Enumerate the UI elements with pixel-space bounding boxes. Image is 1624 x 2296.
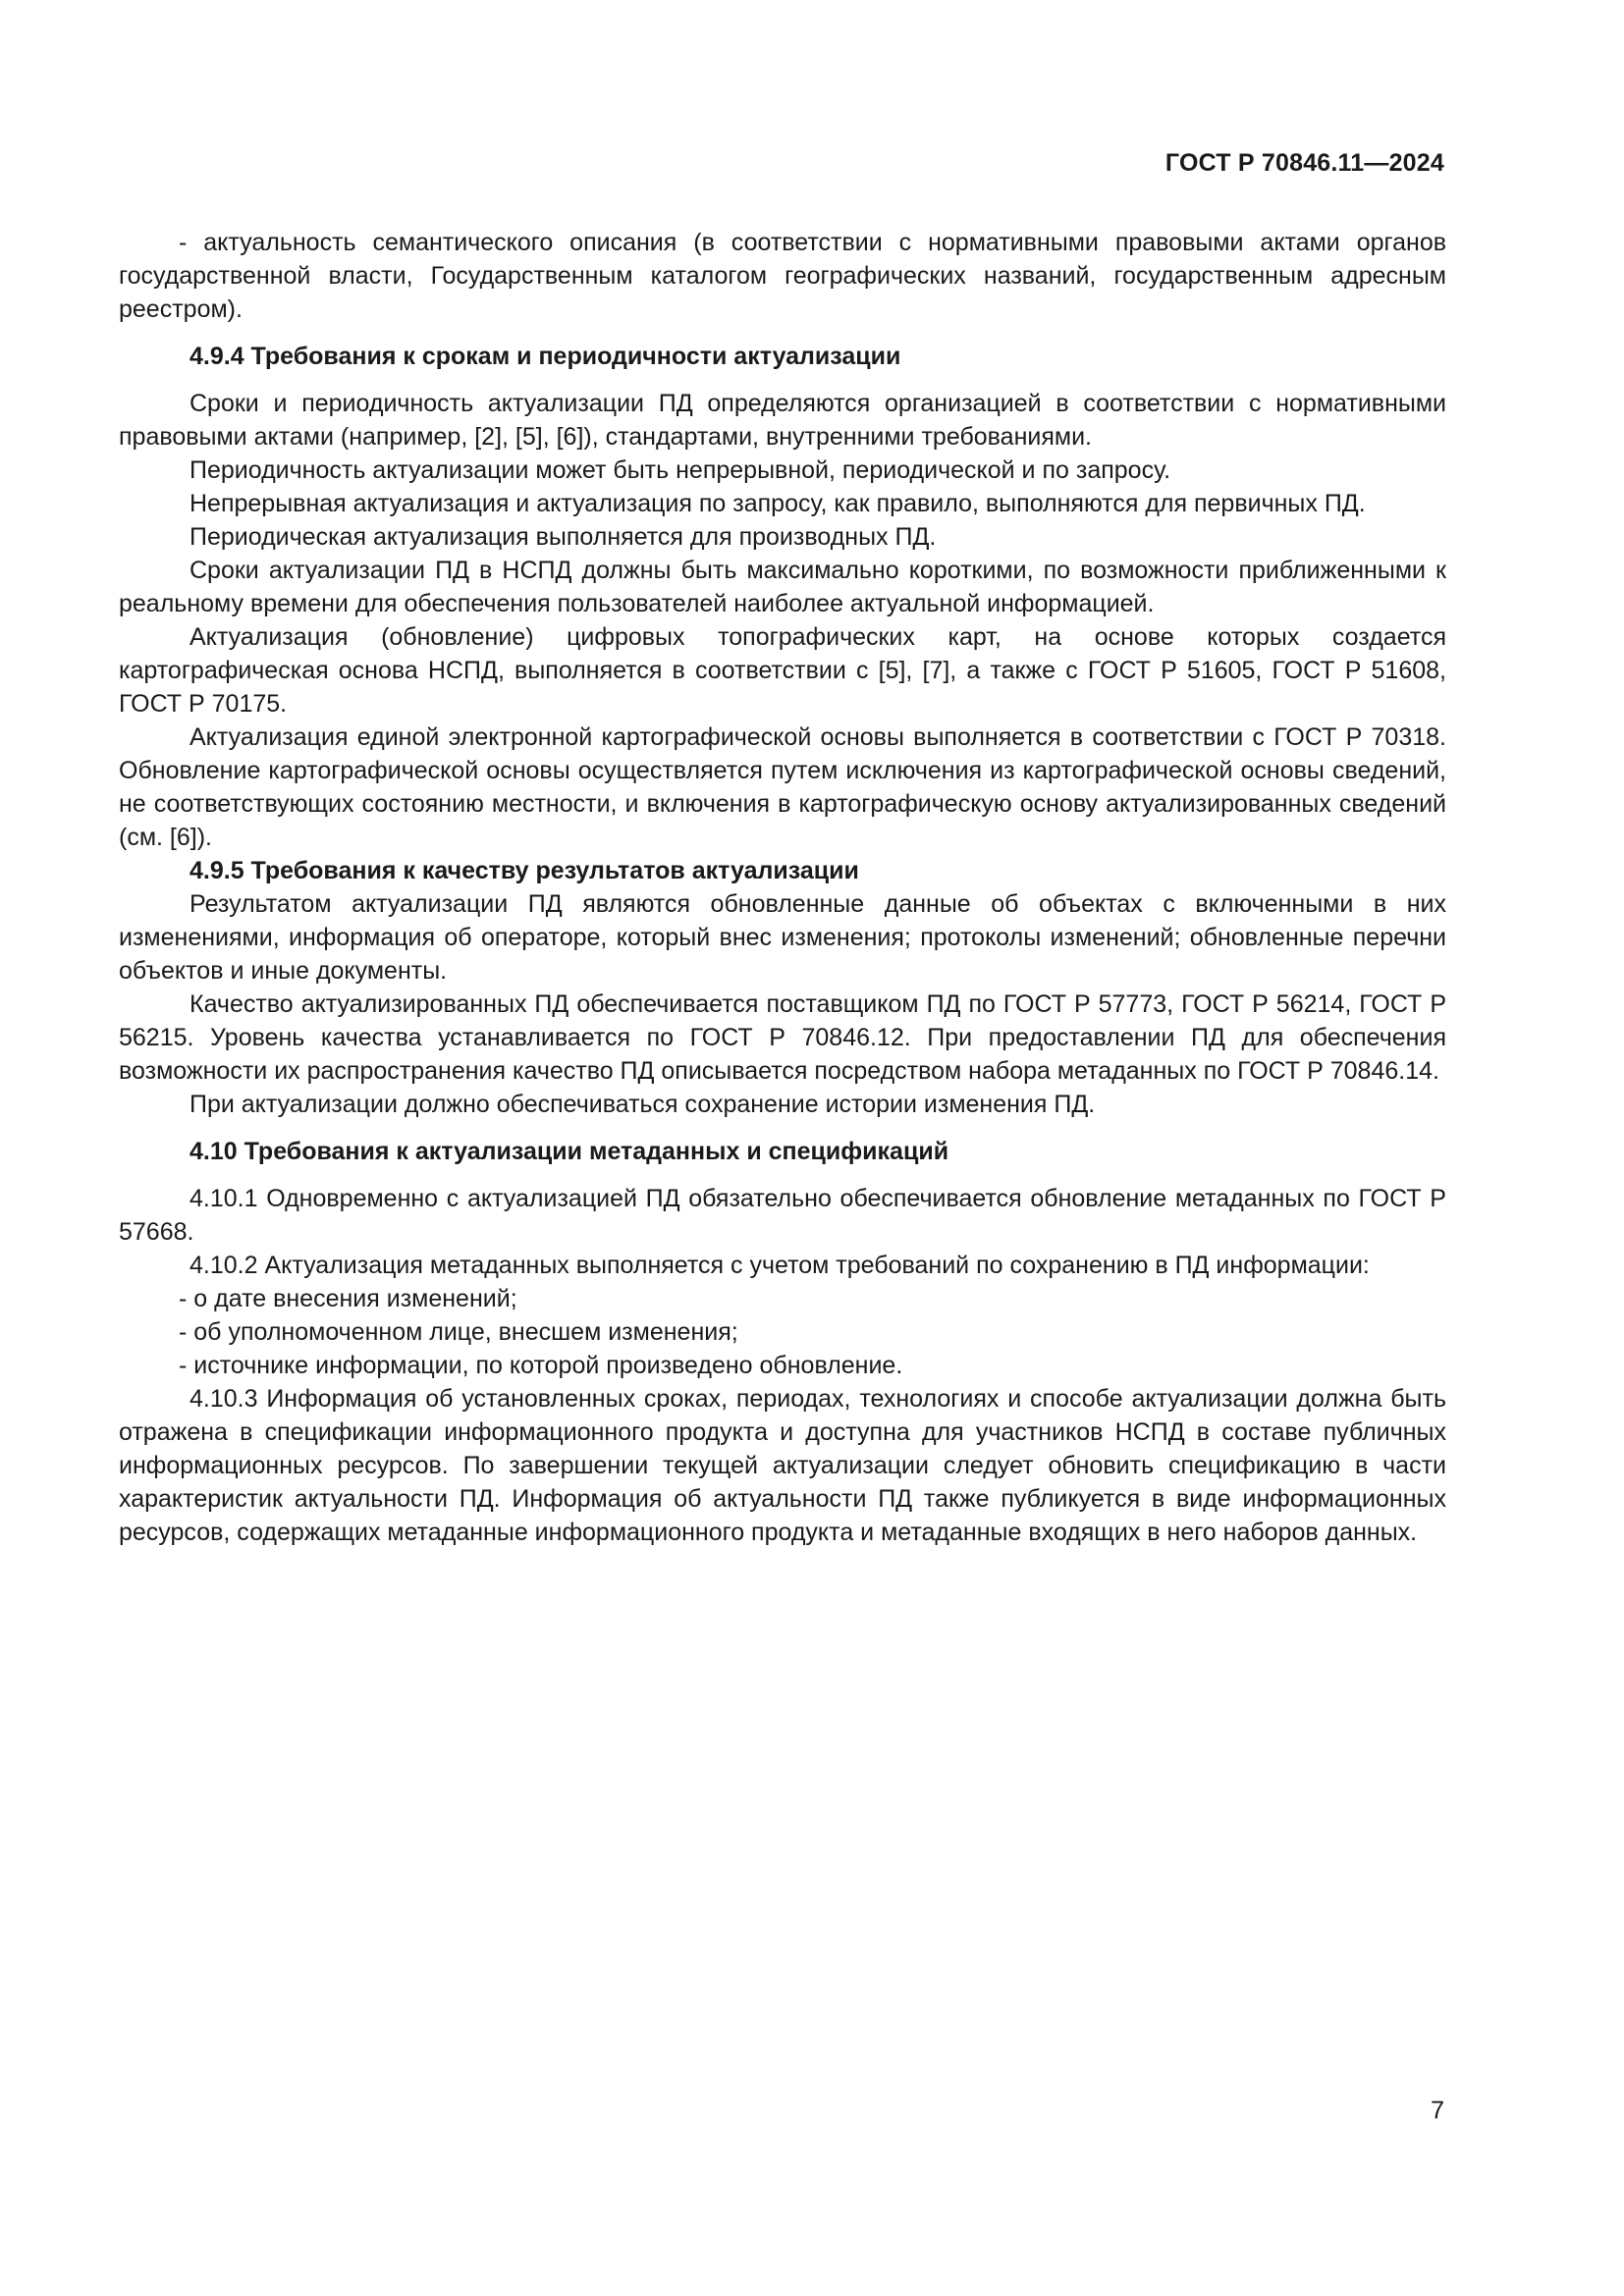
paragraph: При актуализации должно обеспечиваться сохранение истории изменения ПД.	[189, 1091, 1096, 1118]
paragraph: 4.10.2 Актуализация метаданных выполняется с учетом требований по сохранению в ПД информации:	[189, 1252, 1370, 1279]
paragraph: Периодичность актуализации может быть непрерывной, периодической и по запросу.	[189, 456, 1171, 484]
section-heading-4-9-4: 4.9.4 Требования к срокам и периодичности актуализации	[189, 343, 901, 370]
paragraph: Сроки и периодичность актуализации ПД определяются организацией в соответствии с нормативными правовыми актами (например, [2], [5], [6]), стандартами, внутренними требованиями.	[119, 390, 1446, 451]
page-number: 7	[1431, 2097, 1444, 2124]
paragraph: Результатом актуализации ПД являются обновленные данные об объектах с включенными в них изменениями, информация об операторе, который внес изменения; протоколы изменений; обновленные перечни объектов и иные документы.	[119, 890, 1446, 985]
page-content	[119, 226, 1446, 1549]
paragraph: Актуализация (обновление) цифровых топографических карт, на основе которых создается картографическая основа НСПД, выполняется в соответствии с [5], [7], а также с ГОСТ Р 51605, ГОСТ Р 51608, ГОСТ Р 70175.	[119, 623, 1446, 718]
section-heading-4-9-5: 4.9.5 Требования к качеству результатов актуализации	[189, 857, 859, 884]
list-item-semantic-relevance: - актуальность семантического описания (в соответствии с нормативными правовыми актами органов государственной власти, Государственным каталогом географических названий, государственным адресным реестром).	[119, 229, 1446, 323]
paragraph: 4.10.3 Информация об установленных сроках, периодах, технологиях и способе актуализации должна быть отражена в спецификации информационного продукта и доступна для участников НСПД в составе публичных информационных ресурсов. По завершении текущей актуализации следует обновить спецификацию в части характеристик актуальности ПД. Информация об актуальности ПД также публикуется в виде информационных ресурсов, содержащих метаданные информационного продукта и метаданные входящих в него наборов данных.	[119, 1385, 1446, 1546]
list-item: - об уполномоченном лице, внесшем изменения;	[179, 1318, 738, 1346]
paragraph: Качество актуализированных ПД обеспечивается поставщиком ПД по ГОСТ Р 57773, ГОСТ Р 56214, ГОСТ Р 56215. Уровень качества устанавливается по ГОСТ Р 70846.12. При предоставлении ПД для обеспечения возможности их распространения качество ПД описывается посредством набора метаданных по ГОСТ Р 70846.14.	[119, 990, 1446, 1085]
paragraph: 4.10.1 Одновременно с актуализацией ПД обязательно обеспечивается обновление метаданных по ГОСТ Р 57668.	[119, 1185, 1446, 1246]
document-code-header: ГОСТ Р 70846.11—2024	[1164, 149, 1444, 177]
section-heading-4-10: 4.10 Требования к актуализации метаданных и спецификаций	[189, 1138, 949, 1165]
list-item: - о дате внесения изменений;	[179, 1285, 517, 1312]
list-item: - источнике информации, по которой произведено обновление.	[179, 1352, 903, 1379]
paragraph: Сроки актуализации ПД в НСПД должны быть максимально короткими, по возможности приближенными к реальному времени для обеспечения пользователей наиболее актуальной информацией.	[119, 557, 1446, 617]
paragraph: Непрерывная актуализация и актуализация по запросу, как правило, выполняются для первичных ПД.	[189, 490, 1366, 517]
paragraph: Актуализация единой электронной картографической основы выполняется в соответствии с ГОСТ Р 70318. Обновление картографической основы осуществляется путем исключения из картографической основы сведений, не соответствующих состоянию местности, и включения в картографическую основу актуализированных сведений (см. [6]).	[119, 723, 1446, 851]
paragraph: Периодическая актуализация выполняется для производных ПД.	[189, 523, 937, 551]
